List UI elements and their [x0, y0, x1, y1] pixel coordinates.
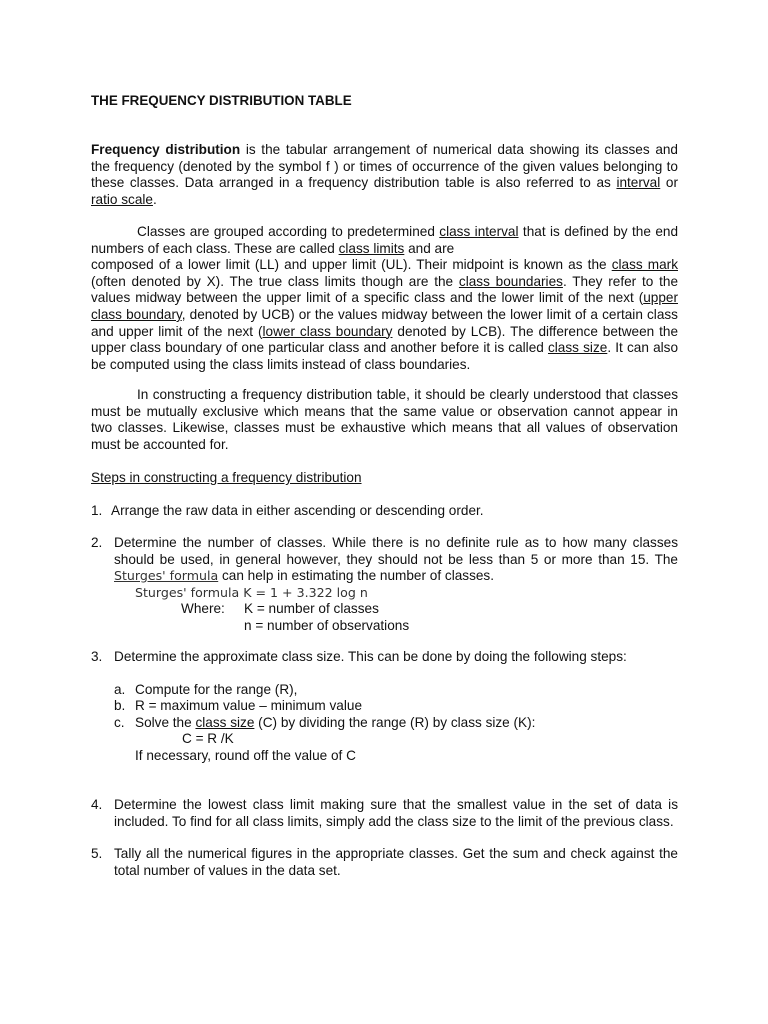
paragraph-classes: Classes are grouped according to predetermined class interval that is defined by the end numbers of each class. These are called class limits and are composed of a lower limit (LL) and upper limit (UL). Their midpoint is known as the class mark (often denoted by X). The true class limits though are the class boundaries. They refer to the values midway between the upper limit of a specific class and the lower limit of the next (upper class boundary, denoted by UCB) or the values midway between the lower limit of a certain class and upper limit of the next (lower class boundary denoted by LCB). The difference between the upper class boundary of one particular class and another before it is called class size. It can also be computed using the class limits instead of class boundaries.: [91, 224, 679, 372]
term-class-size: class size: [195, 714, 255, 730]
page-title: THE FREQUENCY DISTRIBUTION TABLE: [91, 93, 352, 108]
k-definition: K = number of classes: [244, 601, 379, 617]
term-class-mark: class mark: [611, 257, 678, 273]
substep-c: c. Solve the class size (C) by dividing the range (R) by class size (K):: [114, 714, 536, 730]
where-label: Where:: [181, 601, 225, 617]
round-note: If necessary, round off the value of C: [135, 747, 356, 763]
step-number: 1.: [91, 503, 103, 518]
term-class-interval: class interval: [439, 224, 519, 239]
class-size-formula: C = R /K: [182, 731, 234, 747]
term-upper-class-boundary: upper class boundary: [91, 290, 678, 322]
step-text: Arrange the raw data in either ascending or descending order.: [111, 503, 484, 518]
term-class-limits: class limits: [338, 240, 405, 256]
substep-a: a. Compute for the range (R),: [114, 681, 298, 697]
paragraph-constructing: In constructing a frequency distribution table, it should be clearly understood that classes must be mutually exclusive which means that the same value or observation cannot appear in two classes. Likewise, classes must be exhaustive which means that all values of observation must be accounted for.: [91, 387, 678, 452]
paragraph-frequency-distribution: Frequency distribution is the tabular arrangement of numerical data showing its classes and the frequency (denoted by the symbol f ) or times of occurrence of the given values belonging to these classes. Data arranged in a frequency distribution table is also referred to as interval or ratio scale.: [91, 142, 678, 207]
step-text: Determine the approximate class size. This can be done by doing the following steps:: [114, 649, 627, 664]
term-frequency-distribution: Frequency distribution: [91, 142, 241, 157]
step-text: Determine the lowest class limit making sure that the smallest value in the set of data is included. To find for all class limits, simply add the class size to the limit of the previous class.: [114, 797, 678, 829]
term-ratio-scale: ratio scale: [91, 191, 153, 207]
term-class-boundaries: class boundaries: [458, 273, 563, 289]
term-interval: interval: [616, 175, 661, 191]
step-number: 3.: [91, 649, 103, 664]
step-text: Tally all the numerical figures in the appropriate classes. Get the sum and check against the total number of values in the data set.: [114, 846, 678, 878]
steps-heading: Steps in constructing a frequency distribution: [91, 470, 362, 485]
term-sturges-formula: Sturges' formula: [114, 568, 219, 584]
term-lower-class-boundary: lower class boundary: [262, 323, 393, 339]
substep-b: b. R = maximum value – minimum value: [114, 698, 363, 714]
term-class-size: class size: [547, 340, 608, 356]
step-number: 2.: [91, 535, 103, 550]
sturges-formula: Sturges' formula K = 1 + 3.322 log n: [135, 584, 368, 600]
step-number: 5.: [91, 846, 103, 861]
step-number: 4.: [91, 797, 103, 812]
n-definition: n = number of observations: [244, 617, 410, 633]
